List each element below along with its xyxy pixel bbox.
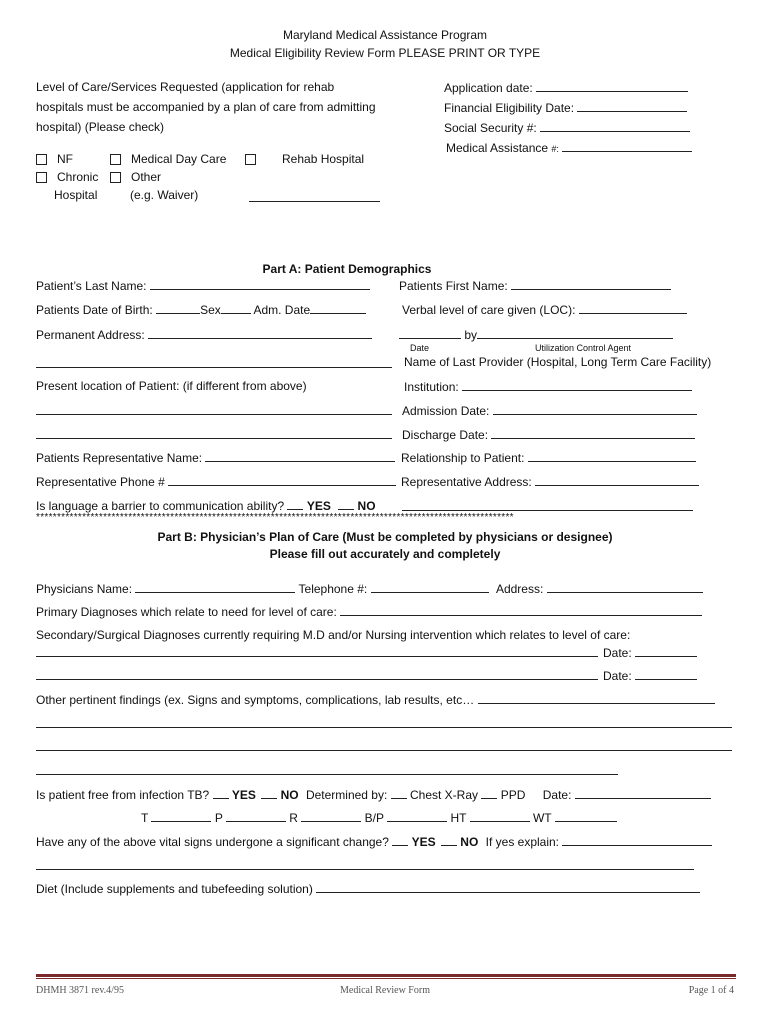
language-no-label: NO [357,499,376,513]
physician-address-label: Address: [495,582,544,596]
uca-input[interactable] [477,327,673,339]
rehab-hospital-checkbox[interactable] [245,154,256,165]
physician-name-input[interactable] [135,581,295,593]
perm-address-field [36,327,372,342]
vitals-change-row [36,834,712,849]
tb-no-label: NO [280,788,299,802]
language-yes-label: YES [306,499,331,513]
language-barrier-field [36,498,376,513]
nf-checkbox[interactable] [36,154,47,165]
chronic-hospital-checkbox[interactable] [36,172,47,183]
tb-question: Is patient free from infection TB? [36,788,210,802]
other-findings-line-3[interactable] [36,774,618,775]
nf-label: NF [57,152,73,166]
other-findings-field [36,692,715,707]
ma-input[interactable] [562,140,692,152]
uca-caption: Utilization Control Agent [535,343,632,353]
tb-date-input[interactable] [575,787,711,799]
rep-address-line-2[interactable] [402,510,693,511]
weight-label: WT [532,811,552,825]
loc-date-by-field [399,327,673,342]
other-findings-input[interactable] [478,692,715,704]
part-a-title: Part A: Patient Demographics [262,262,432,276]
other-findings-line-2[interactable] [36,750,732,751]
discharge-date-label: Discharge Date: [402,428,489,442]
footer-form-number: DHMH 3871 rev.4/95 [36,985,124,996]
option-other [110,170,161,184]
other-checkbox[interactable] [110,172,121,183]
day-care-checkbox[interactable] [110,154,121,165]
verbal-loc-input[interactable] [579,302,687,314]
form-subtitle: Medical Eligibility Review Form PLEASE PRINT OR TYPE [229,46,541,60]
footer-rule-thin [36,978,736,979]
bp-label: B/P [364,811,384,825]
secondary-dx-label: Secondary/Surgical Diagnoses currently requiring M.D and/or Nursing intervention which relates to level of care: [36,628,631,642]
option-rehab [245,152,364,166]
diet-field [36,881,700,896]
first-name-label: Patients First Name: [399,279,508,293]
secondary-date-1-input[interactable] [635,645,697,657]
perm-address-line-2[interactable] [36,367,392,368]
resp-label: R [289,811,298,825]
footer-page-number: Page 1 of 4 [688,985,734,996]
level-of-care-text-3: hospital) (Please check) [36,120,165,134]
footer-rule [36,974,736,977]
last-provider-label: Name of Last Provider (Hospital, Long Term Care Facility) [404,355,712,369]
determined-by-label: Determined by: [305,788,388,802]
verbal-loc-label: Verbal level of care given (LOC): [402,303,576,317]
perm-address-label: Permanent Address: [36,328,145,342]
physician-address-input[interactable] [547,581,703,593]
rep-phone-label: Representative Phone # [36,475,165,489]
admission-date-input[interactable] [493,403,697,415]
day-care-label: Medical Day Care [131,152,227,166]
other-label: Other [131,170,162,184]
vitals-yes-input[interactable] [392,834,408,846]
present-location-label: Present location of Patient: (if different from above) [36,379,307,393]
other-findings-label: Other pertinent findings (ex. Signs and symptoms, complications, lab results, etc… [36,693,475,707]
level-of-care-text-2: hospitals must be accompanied by a plan of care from admitting [36,100,376,114]
ssn-field [444,120,690,135]
ma-label: Medical Assistance [446,141,549,155]
vitals-no-input[interactable] [441,834,457,846]
adm-date-input[interactable] [310,302,366,314]
language-no-input[interactable] [338,498,354,510]
diet-label: Diet (Include supplements and tubefeeding solution) [36,882,313,896]
other-findings-line-1[interactable] [36,727,732,728]
bp-input[interactable] [387,810,447,822]
tb-no-input[interactable] [261,787,277,799]
level-of-care-text-1: Level of Care/Services Requested (application for rehab [36,80,335,94]
tb-date-label: Date: [542,788,572,802]
vitals-change-question: Have any of the above vital signs undergone a significant change? [36,835,389,849]
pulse-label: P [214,811,223,825]
rep-address-label: Representative Address: [401,475,532,489]
dob-input[interactable] [156,302,200,314]
relationship-input[interactable] [528,450,696,462]
rehab-label: Rehab Hospital [282,152,365,166]
perm-address-input[interactable] [148,327,372,339]
tb-yes-input[interactable] [213,787,229,799]
secondary-dx-line-2[interactable] [36,679,598,680]
present-location-line-2[interactable] [36,438,392,439]
rep-address-input[interactable] [535,474,699,486]
height-input[interactable] [470,810,530,822]
secondary-date-1 [603,645,697,660]
temp-label: T [141,811,149,825]
adm-date-label: Adm. Date [253,303,311,317]
option-nf [36,152,73,166]
chest-xray-input[interactable] [391,787,407,799]
primary-dx-label: Primary Diagnoses which relate to need for level of care: [36,605,337,619]
secondary-date-2 [603,668,697,683]
part-b-subtitle: Please fill out accurately and completely [269,547,501,561]
relationship-label: Relationship to Patient: [401,451,525,465]
vitals-no-label: NO [460,835,479,849]
financial-date-input[interactable] [577,100,687,112]
option-day-care [110,152,226,166]
institution-field [404,379,692,394]
by-label: by [464,328,478,342]
ssn-label: Social Security #: [444,121,537,135]
secondary-dx-line-1[interactable] [36,656,598,657]
sex-label: Sex [200,303,221,317]
if-yes-label: If yes explain: [485,835,560,849]
part-b-title: Part B: Physician’s Plan of Care (Must be completed by physicians or designee) [157,530,613,544]
vitals-row [141,810,617,825]
explain-line[interactable] [36,869,694,870]
rep-phone-field [36,474,396,489]
language-question: Is language a barrier to communication ability? [36,499,285,513]
financial-date-field [444,100,687,115]
institution-input[interactable] [462,379,692,391]
vitals-yes-label: YES [411,835,436,849]
date-caption: Date [410,343,430,353]
discharge-date-field [402,427,695,442]
ma-hash: #: [551,144,559,154]
rep-phone-input[interactable] [168,474,396,486]
footer-form-name: Medical Review Form [340,985,430,996]
tb-yes-label: YES [231,788,256,802]
telephone-label: Telephone #: [298,582,368,596]
primary-dx-field [36,604,702,619]
physician-row [36,581,703,596]
ppd-input[interactable] [481,787,497,799]
pulse-input[interactable] [226,810,286,822]
separator-stars: ****************************************************************************************************************** [36,512,514,523]
rep-name-field [36,450,395,465]
resp-input[interactable] [301,810,361,822]
secondary-date-2-input[interactable] [635,668,697,680]
application-date-input[interactable] [536,80,688,92]
hospital-label: Hospital [54,188,98,202]
other-specify-line[interactable] [249,201,380,202]
admission-date-field [402,403,697,418]
verbal-loc-field [402,302,687,317]
financial-date-label: Financial Eligibility Date: [444,101,575,115]
rep-address-field [401,474,699,489]
height-label: HT [450,811,467,825]
last-name-input[interactable] [150,278,370,290]
physician-name-label: Physicians Name: [36,582,133,596]
language-yes-input[interactable] [287,498,303,510]
telephone-input[interactable] [371,581,489,593]
present-location-line-1[interactable] [36,414,392,415]
primary-dx-input[interactable] [340,604,702,616]
tb-row [36,787,711,802]
first-name-field [399,278,671,293]
rep-name-label: Patients Representative Name: [36,451,203,465]
secondary-date-2-label: Date: [603,669,632,683]
option-chronic [36,170,98,184]
discharge-date-input[interactable] [491,427,695,439]
application-date-label: Application date: [444,81,533,95]
chronic-label: Chronic [57,170,99,184]
weight-input[interactable] [555,810,617,822]
relationship-field [401,450,696,465]
chest-xray-label: Chest X-Ray [410,788,479,802]
dob-field [36,302,366,317]
last-name-field [36,278,370,293]
sex-input[interactable] [221,302,251,314]
first-name-input[interactable] [511,278,671,290]
dob-label: Patients Date of Birth: [36,303,153,317]
last-name-label: Patient’s Last Name: [36,279,147,293]
waiver-label: (e.g. Waiver) [130,188,199,202]
admission-date-label: Admission Date: [402,404,490,418]
if-yes-input[interactable] [562,834,712,846]
ma-field [446,140,692,155]
application-date-field [444,80,688,95]
rep-name-input[interactable] [205,450,395,462]
secondary-date-1-label: Date: [603,646,632,660]
temp-input[interactable] [151,810,211,822]
diet-input[interactable] [316,881,700,893]
ppd-label: PPD [500,788,526,802]
loc-date-input[interactable] [399,327,461,339]
ssn-input[interactable] [540,120,690,132]
form-title: Maryland Medical Assistance Program [282,28,488,42]
institution-label: Institution: [404,380,459,394]
